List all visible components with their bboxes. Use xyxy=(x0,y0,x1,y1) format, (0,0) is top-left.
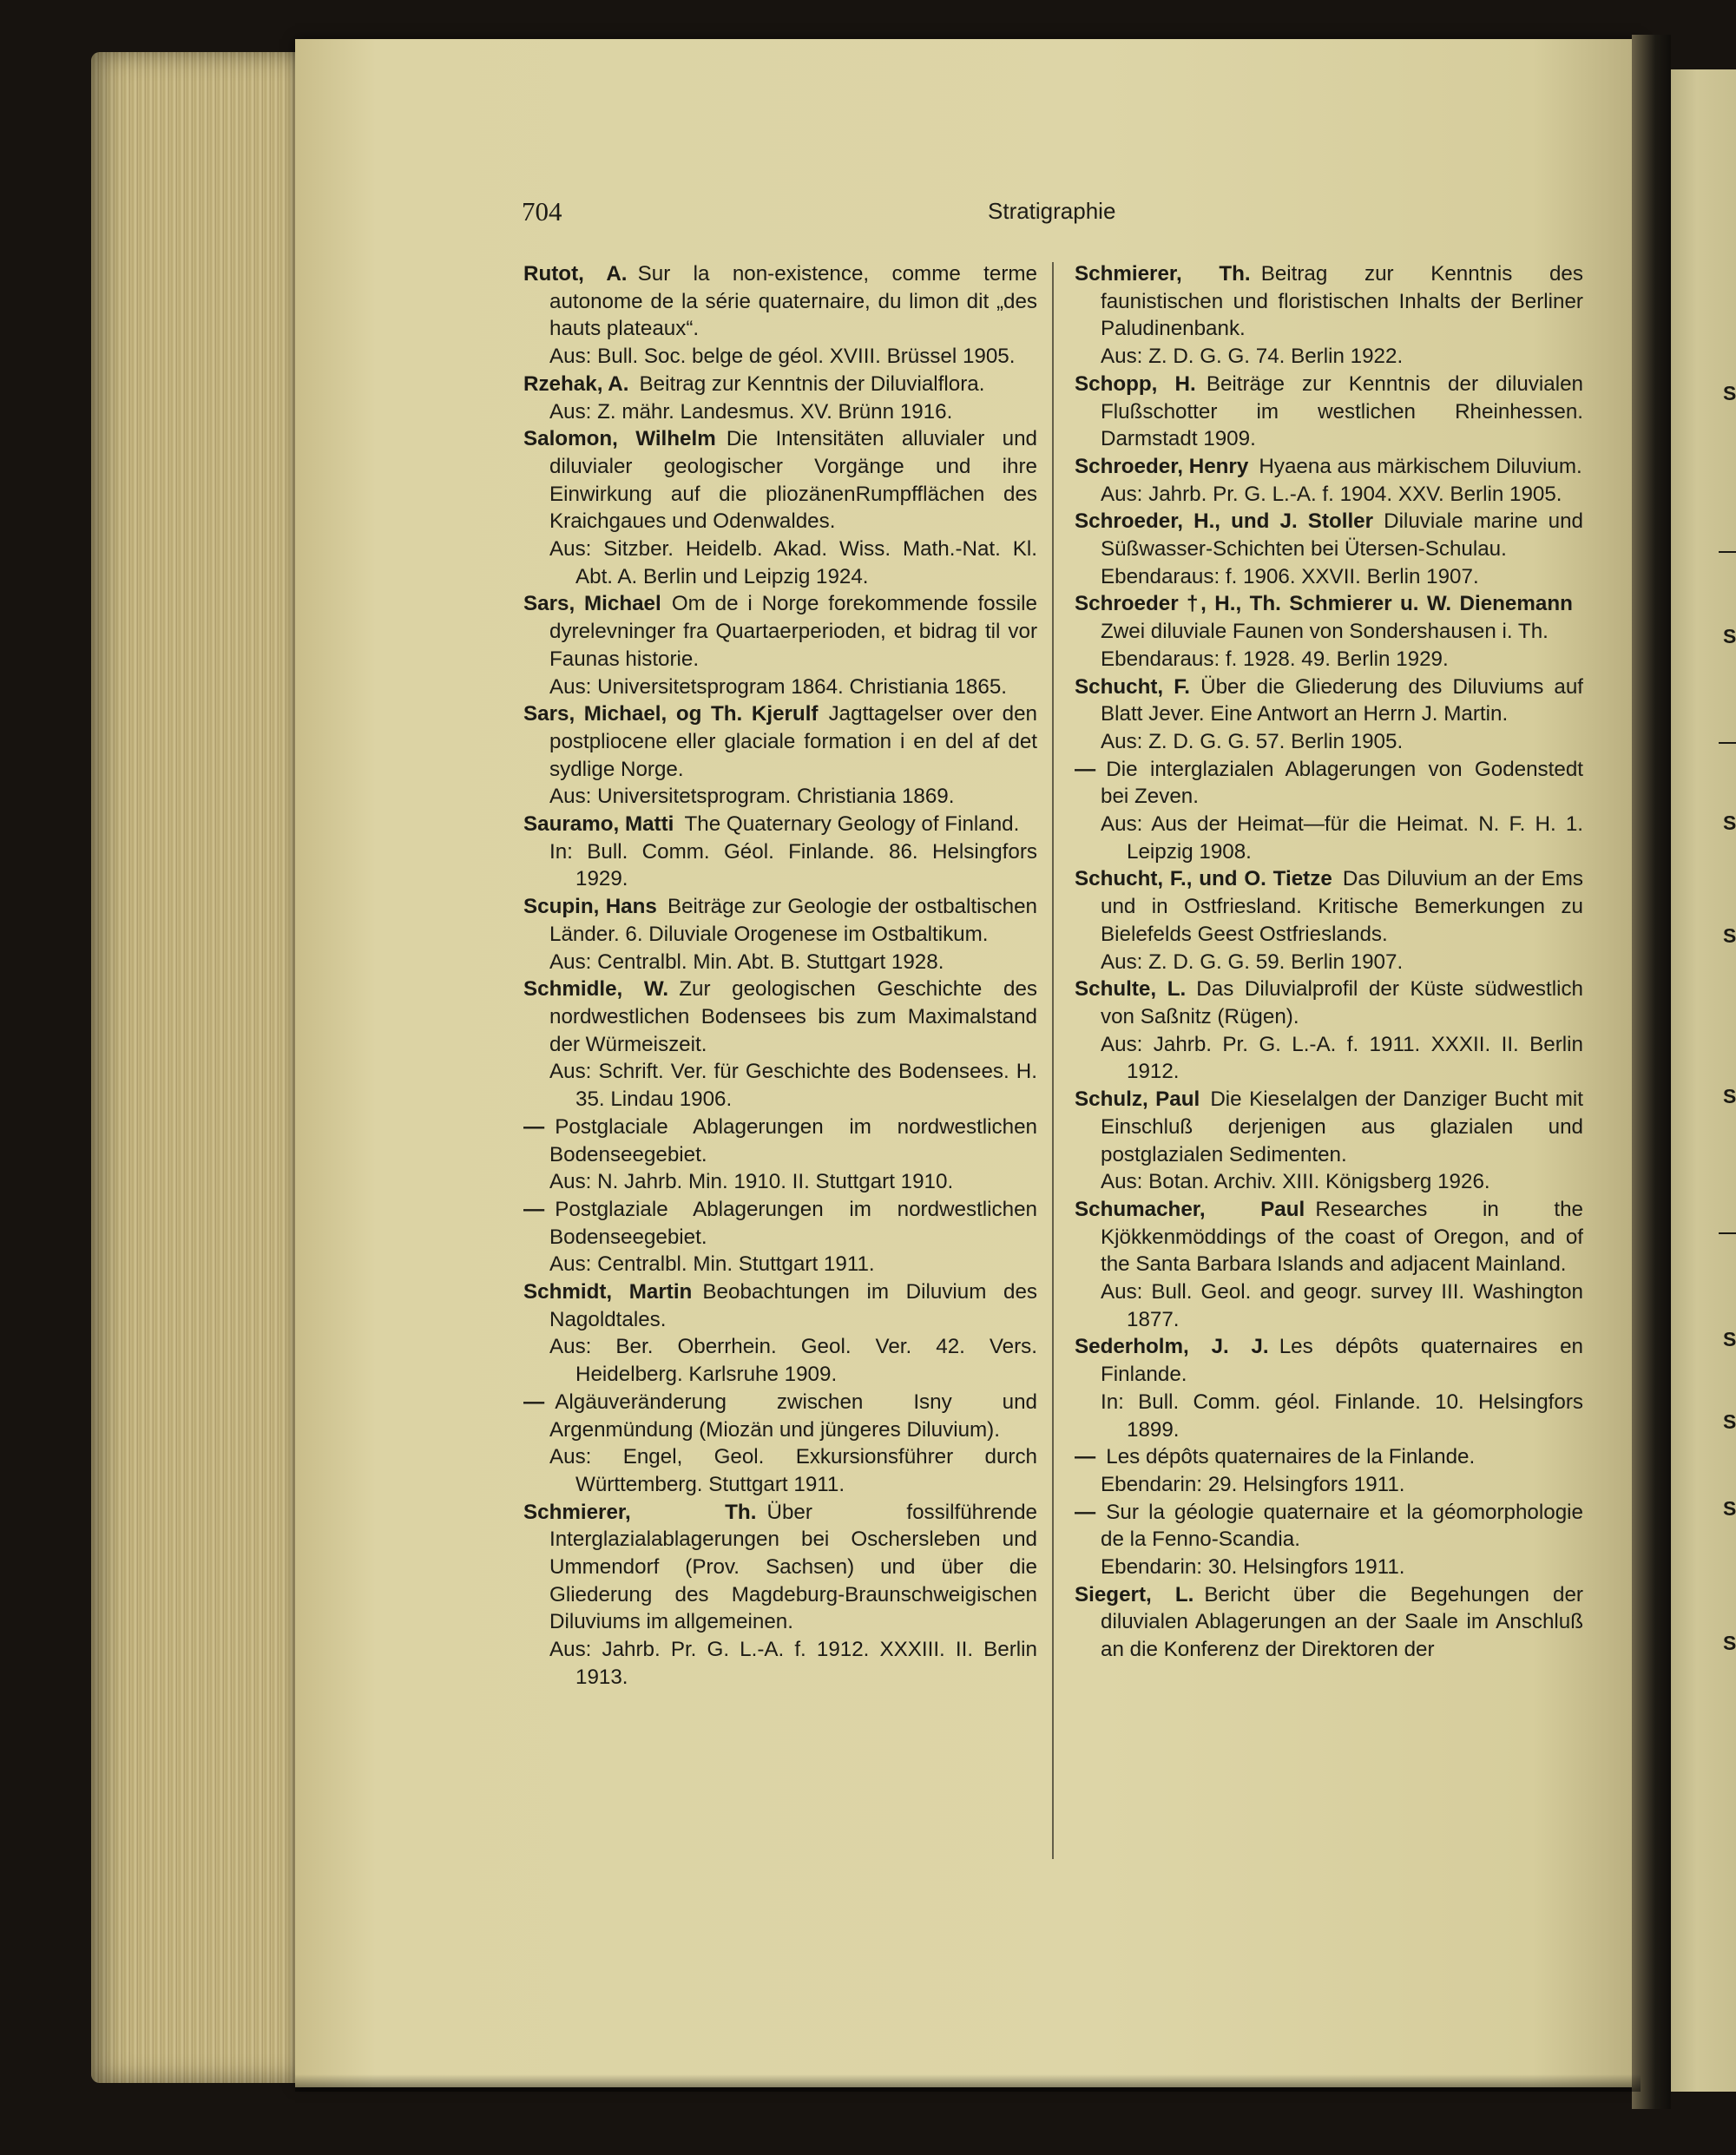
entry-title: Les dépôts quaternaires de la Finlande. xyxy=(1106,1445,1476,1469)
bibliography-entry xyxy=(1075,1196,1583,1278)
entry-author: Siegert, L. xyxy=(1075,1582,1194,1606)
entry-source: Ebendaraus: f. 1928. 49. Berlin 1929. xyxy=(1101,647,1449,671)
bibliography-entry xyxy=(523,976,1037,1058)
entry-author: Rzehak, A. xyxy=(523,371,629,396)
entry-title: Sur la géologie quaternaire et la géomorphologie de la Fenno-Scandia. xyxy=(1101,1500,1583,1552)
book-gutter xyxy=(1632,35,1671,2109)
facing-page-dash xyxy=(1719,551,1736,553)
bibliography-entry xyxy=(523,1499,1037,1637)
bibliography-entry xyxy=(1075,1443,1583,1471)
entry-title: Sur la non-existence, comme terme autonome de la série quaternaire, du limon dit „des hauts plateaux“. xyxy=(549,262,1038,341)
bibliography-entry xyxy=(523,893,1037,948)
entry-source: Aus: Botan. Archiv. XIII. Königsberg 1926. xyxy=(1101,1170,1490,1194)
entry-title: Jagttagelser over den postpliocene eller glaciale formation i en del af det sydlige Norge. xyxy=(549,702,1037,781)
entry-author: — xyxy=(1075,1500,1096,1524)
bibliography-entry xyxy=(1075,371,1583,453)
left-column xyxy=(523,260,1037,1692)
page-header xyxy=(0,196,1736,231)
entry-source: Aus: Universitetsprogram. Christiania 1869. xyxy=(549,785,955,809)
page-number: 704 xyxy=(522,196,562,227)
facing-page-dash xyxy=(1719,1232,1736,1234)
bibliography-entry xyxy=(1075,508,1583,562)
bibliography-entry xyxy=(1075,1581,1583,1664)
entry-author: Sars, Michael, og Th. Kjerulf xyxy=(523,702,819,726)
bibliography-entry xyxy=(1075,260,1583,343)
entry-source: Aus: Jahrb. Pr. G. L.-A. f. 1912. XXXIII. II. Berlin 1913. xyxy=(549,1638,1037,1689)
facing-page-letter: S xyxy=(1723,1410,1736,1433)
facing-page-dash xyxy=(1719,742,1736,744)
bibliography-entry xyxy=(1075,1333,1583,1388)
entry-author: Schroeder, Henry xyxy=(1075,454,1249,478)
entry-source: Aus: Jahrb. Pr. G. L.-A. f. 1904. XXV. Berlin 1905. xyxy=(1101,482,1562,506)
facing-page-letter: S xyxy=(1723,1497,1736,1520)
facing-page-letter: S xyxy=(1723,1632,1736,1654)
entry-title: Zur geologischen Geschichte des nordwestlichen Bodensees bis zum Maximalstand der Würmeiszeit. xyxy=(549,977,1037,1056)
entry-source: Aus: Centralbl. Min. Stuttgart 1911. xyxy=(549,1252,875,1277)
bibliography-entry xyxy=(1075,590,1583,645)
bibliography-entry xyxy=(1075,865,1583,948)
facing-page-letter: S xyxy=(1723,1328,1736,1350)
bibliography-entry xyxy=(1075,976,1583,1030)
entry-author: Rutot, A. xyxy=(523,262,628,286)
bibliography-entry xyxy=(523,1278,1037,1333)
entry-title: Zwei diluviale Faunen von Sondershausen i. Th. xyxy=(1101,620,1549,644)
entry-author: Schroeder, H., und J. Stoller xyxy=(1075,509,1374,534)
entry-title: Beobachtungen im Diluvium des Nagoldtales. xyxy=(549,1280,1037,1331)
book-page-edges xyxy=(91,52,312,2083)
entry-author: — xyxy=(523,1114,545,1139)
bibliography-entry xyxy=(523,1114,1037,1168)
facing-page-letter: S xyxy=(1723,1085,1736,1107)
entry-title: Beiträge zur Geologie der ostbaltischen Länder. 6. Diluviale Orogenese im Ostbaltikum. xyxy=(549,895,1038,946)
entry-author: Schmierer, Th. xyxy=(523,1500,757,1524)
entry-source: Aus: Jahrb. Pr. G. L.-A. f. 1911. XXXII. II. Berlin 1912. xyxy=(1101,1032,1583,1084)
entry-author: — xyxy=(523,1197,545,1221)
entry-title: The Quaternary Geology of Finland. xyxy=(684,812,1020,837)
entry-author: Schroeder †, H., Th. Schmierer u. W. Dienemann xyxy=(1075,592,1573,616)
entry-author: Sauramo, Matti xyxy=(523,812,674,837)
entry-source: In: Bull. Comm. Géol. Finlande. 86. Helsingfors 1929. xyxy=(549,839,1037,891)
entry-author: — xyxy=(1075,1445,1096,1469)
entry-author: — xyxy=(1075,757,1096,781)
entry-source: Aus: Centralbl. Min. Abt. B. Stuttgart 1928. xyxy=(549,949,944,974)
bibliography-entry xyxy=(1075,1499,1583,1554)
entry-source: Aus: Universitetsprogram 1864. Christiania 1865. xyxy=(549,674,1008,699)
right-column xyxy=(1075,260,1583,1664)
entry-source: Aus: Z. D. G. G. 59. Berlin 1907. xyxy=(1101,949,1404,974)
running-head: Stratigraphie xyxy=(988,198,1116,224)
entry-source: Aus: N. Jahrb. Min. 1910. II. Stuttgart 1910. xyxy=(549,1170,954,1194)
entry-title: Postglaziale Ablagerungen im nordwestlichen Bodenseegebiet. xyxy=(549,1197,1037,1249)
entry-author: Sars, Michael xyxy=(523,592,661,616)
page-bottom-shadow xyxy=(295,2074,1641,2092)
column-divider xyxy=(1052,262,1054,1859)
entry-title: Beiträge zur Kenntnis der diluvialen Flußschotter im westlichen Rheinhessen. Darmstadt 1909. xyxy=(1101,371,1583,451)
entry-author: Schucht, F. xyxy=(1075,674,1191,699)
entry-title: Om de i Norge forekommende fossile dyrelevninger fra Quartaerperioden, et bidrag til vor Faunas historie. xyxy=(549,592,1038,671)
entry-source: Aus: Z. D. G. G. 57. Berlin 1905. xyxy=(1101,729,1404,753)
entry-author: Schmidle, W. xyxy=(523,977,669,1002)
entry-title: Beitrag zur Kenntnis des faunistischen und floristischen Inhalts der Berliner Paludinenbank. xyxy=(1101,262,1583,341)
entry-source: Aus: Schrift. Ver. für Geschichte des Bodensees. H. 35. Lindau 1906. xyxy=(549,1060,1037,1112)
bibliography-entry xyxy=(1075,453,1583,481)
entry-source: Aus: Z. D. G. G. 74. Berlin 1922. xyxy=(1101,345,1404,369)
entry-title: Researches in the Kjökkenmöddings of the coast of Oregon, and of the Santa Barbara Islands and adjacent Mainland. xyxy=(1101,1197,1583,1277)
entry-author: Schopp, H. xyxy=(1075,371,1196,396)
entry-author: Schmierer, Th. xyxy=(1075,262,1251,286)
bibliography-entry xyxy=(523,371,1037,398)
entry-source: Aus: Sitzber. Heidelb. Akad. Wiss. Math.-Nat. Kl. Abt. A. Berlin und Leipzig 1924. xyxy=(549,537,1037,588)
bibliography-entry xyxy=(523,811,1037,838)
entry-source: Aus: Ber. Oberrhein. Geol. Ver. 42. Vers. Heidelberg. Karlsruhe 1909. xyxy=(549,1335,1037,1387)
entry-title: Über die Gliederung des Diluviums auf Blatt Jever. Eine Antwort an Herrn J. Martin. xyxy=(1101,674,1583,726)
bibliography-entry xyxy=(523,1196,1037,1251)
entry-title: Beitrag zur Kenntnis der Diluvialflora. xyxy=(639,371,985,396)
bibliography-entry xyxy=(1075,756,1583,811)
facing-page-letter: S xyxy=(1723,811,1736,834)
bibliography-entry xyxy=(523,425,1037,535)
entry-title: Les dépôts quaternaires en Finlande. xyxy=(1101,1335,1583,1387)
entry-author: Schulte, L. xyxy=(1075,977,1187,1002)
entry-source: Aus: Engel, Geol. Exkursionsführer durch Württemberg. Stuttgart 1911. xyxy=(549,1445,1037,1496)
entry-title: Über fossilführende Interglazialablagerungen bei Oschersleben und Ummendorf (Prov. Sachsen) und über die Gliederung des Magdeburg-Braunschweigischen Diluviums im allgemeinen. xyxy=(549,1500,1037,1634)
bibliography-entry xyxy=(523,260,1037,343)
entry-title: Algäuveränderung zwischen Isny und Argenmündung (Miozän und jüngeres Diluvium). xyxy=(549,1390,1037,1442)
facing-page-letter: S xyxy=(1723,382,1736,404)
entry-title: Hyaena aus märkischem Diluvium. xyxy=(1259,454,1582,478)
entry-source: Aus: Bull. Soc. belge de géol. XVIII. Brüssel 1905. xyxy=(549,345,1016,369)
facing-page-edge xyxy=(1671,69,1736,2092)
entry-source: Aus: Z. mähr. Landesmus. XV. Brünn 1916. xyxy=(549,399,953,424)
bibliography-entry xyxy=(523,1389,1037,1443)
entry-title: Die interglazialen Ablagerungen von Godenstedt bei Zeven. xyxy=(1101,757,1583,809)
entry-title: Postglaciale Ablagerungen im nordwestlichen Bodenseegebiet. xyxy=(549,1114,1037,1166)
entry-source: Aus: Bull. Geol. and geogr. survey III. Washington 1877. xyxy=(1101,1280,1583,1331)
entry-author: — xyxy=(523,1390,545,1414)
entry-author: Schucht, F., und O. Tietze xyxy=(1075,867,1332,891)
bibliography-entry xyxy=(523,590,1037,673)
entry-source: Aus: Aus der Heimat—für die Heimat. N. F. H. 1. Leipzig 1908. xyxy=(1101,812,1583,864)
entry-author: Schmidt, Martin xyxy=(523,1280,693,1304)
entry-author: Schumacher, Paul xyxy=(1075,1197,1305,1221)
entry-author: Scupin, Hans xyxy=(523,895,657,919)
bibliography-entry xyxy=(523,700,1037,783)
bibliography-entry xyxy=(1075,1086,1583,1168)
entry-source: Ebendaraus: f. 1906. XXVII. Berlin 1907. xyxy=(1101,564,1479,588)
facing-page-letter: S xyxy=(1723,625,1736,647)
entry-author: Schulz, Paul xyxy=(1075,1087,1200,1112)
entry-source: Ebendarin: 30. Helsingfors 1911. xyxy=(1101,1555,1405,1580)
entry-title: Das Diluvialprofil der Küste südwestlich von Saßnitz (Rügen). xyxy=(1101,977,1583,1028)
bibliography-entry xyxy=(1075,673,1583,728)
entry-title: Das Diluvium an der Ems und in Ostfriesland. Kritische Bemerkungen zu Bielefelds Geest Ostfrieslands. xyxy=(1101,867,1583,946)
facing-page-letter: S xyxy=(1723,924,1736,947)
entry-title: Die Kieselalgen der Danziger Bucht mit Einschluß derjenigen aus glazialen und postglazialen Sedimenten. xyxy=(1101,1087,1583,1166)
entry-title: Diluviale marine und Süßwasser-Schichten bei Ütersen-Schulau. xyxy=(1101,509,1584,562)
entry-source: Ebendarin: 29. Helsingfors 1911. xyxy=(1101,1472,1405,1496)
entry-author: Sederholm, J. J. xyxy=(1075,1335,1269,1359)
entry-source: In: Bull. Comm. géol. Finlande. 10. Helsingfors 1899. xyxy=(1101,1390,1583,1442)
entry-title: Bericht über die Begehungen der diluvialen Ablagerungen an der Saale im Anschluß an die Konferenz der Direktoren der xyxy=(1101,1582,1583,1662)
entry-title: Die Intensitäten alluvialer und diluvialer geologischer Vorgänge und ihre Einwirkung auf die pliozänenRumpfflächen des Kraichgaues und Odenwaldes. xyxy=(549,427,1037,534)
entry-author: Salomon, Wilhelm xyxy=(523,427,716,451)
